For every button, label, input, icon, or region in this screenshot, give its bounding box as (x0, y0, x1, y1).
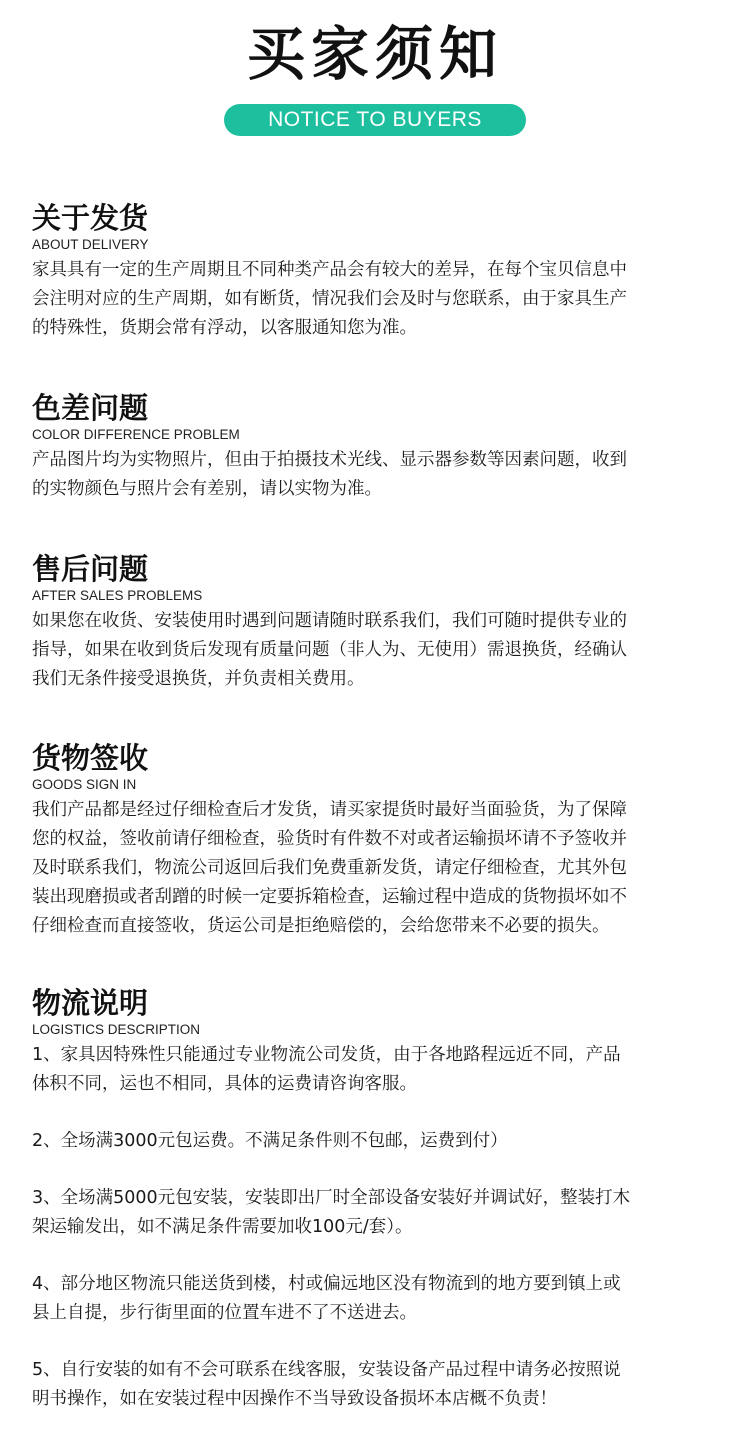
section-title: 物流说明 (32, 986, 149, 1020)
logistics-item-2 (32, 1127, 722, 1156)
section-text-line: 我们产品都是经过仔细检查后才发货，请买家提货时最好当面验货，为了保障 (32, 800, 627, 820)
section-title: 售后问题 (32, 552, 149, 586)
section-text-line: 体积不同，运也不相同，具体的运费请咨询客服。 (32, 1074, 417, 1094)
section-goods-sign-in (32, 740, 722, 941)
section-subtitle: LOGISTICS DESCRIPTION (32, 1022, 201, 1037)
section-text-line: 及时联系我们，物流公司返回后我们免费重新发货，请定仔细检查，尤其外包 (32, 858, 627, 878)
logistics-item-4 (32, 1270, 722, 1328)
section-after-sales (32, 551, 722, 694)
logistics-item-5 (32, 1356, 722, 1414)
section-text-line: 装出现磨损或者刮蹭的时候一定要拆箱检查，运输过程中造成的货物损坏如不 (32, 887, 627, 907)
section-text-line: 的实物颜色与照片会有差别，请以实物为准。 (32, 479, 382, 499)
section-text-line: 家具具有一定的生产周期且不同种类产品会有较大的差异，在每个宝贝信息中 (32, 260, 627, 280)
section-color-difference (32, 390, 722, 504)
section-text-line: 4、部分地区物流只能送货到楼，村或偏远地区没有物流到的地方要到镇上或 (32, 1274, 621, 1294)
section-text-line: 明书操作，如在安装过程中因操作不当导致设备损坏本店概不负责！ (32, 1389, 557, 1409)
section-text-line: 3、全场满5000元包安装，安装即出厂时全部设备安装好并调试好，整装打木 (32, 1188, 631, 1208)
section-subtitle: AFTER SALES PROBLEMS (32, 588, 203, 603)
section-text-line: 1、家具因特殊性只能通过专业物流公司发货，由于各地路程远近不同，产品 (32, 1045, 621, 1065)
section-text-line: 仔细检查而直接签收，货运公司是拒绝赔偿的，会给您带来不必要的损失。 (32, 916, 610, 936)
section-text-line: 2、全场满3000元包运费。不满足条件则不包邮，运费到付） (32, 1131, 508, 1151)
section-title: 关于发货 (32, 201, 149, 235)
notice-badge: NOTICE TO BUYERS (224, 104, 526, 136)
section-text-line: 的特殊性，货期会常有浮动，以客服通知您为准。 (32, 318, 417, 338)
section-logistics (32, 985, 722, 1442)
section-subtitle: GOODS SIGN IN (32, 777, 137, 792)
section-text-line: 县上自提，步行街里面的位置车进不了不送进去。 (32, 1303, 417, 1323)
section-text-line: 我们无条件接受退换货，并负责相关费用。 (32, 669, 365, 689)
page-title: 买家须知 (246, 20, 503, 88)
logistics-item-3 (32, 1184, 722, 1242)
section-about-delivery (32, 200, 722, 343)
section-subtitle: ABOUT DELIVERY (32, 237, 149, 252)
section-title: 色差问题 (32, 391, 149, 425)
section-text-line: 如果您在收货、安装使用时遇到问题请随时联系我们，我们可随时提供专业的 (32, 611, 627, 631)
section-text-line: 产品图片均为实物照片，但由于拍摄技术光线、显示器参数等因素问题，收到 (32, 450, 627, 470)
section-text-line: 架运输发出，如不满足条件需要加收100元/套）。 (32, 1217, 413, 1237)
section-text-line: 您的权益，签收前请仔细检查，验货时有件数不对或者运输损坏请不予签收并 (32, 829, 627, 849)
section-subtitle: COLOR DIFFERENCE PROBLEM (32, 427, 240, 442)
section-text-line: 会注明对应的生产周期，如有断货，情况我们会及时与您联系，由于家具生产 (32, 289, 627, 309)
section-text-line: 指导，如果在收到货后发现有质量问题（非人为、无使用）需退换货，经确认 (32, 640, 627, 660)
section-text-line: 5、自行安装的如有不会可联系在线客服，安装设备产品过程中请务必按照说 (32, 1360, 621, 1380)
logistics-item-1 (32, 1041, 722, 1099)
section-title: 货物签收 (32, 741, 149, 775)
